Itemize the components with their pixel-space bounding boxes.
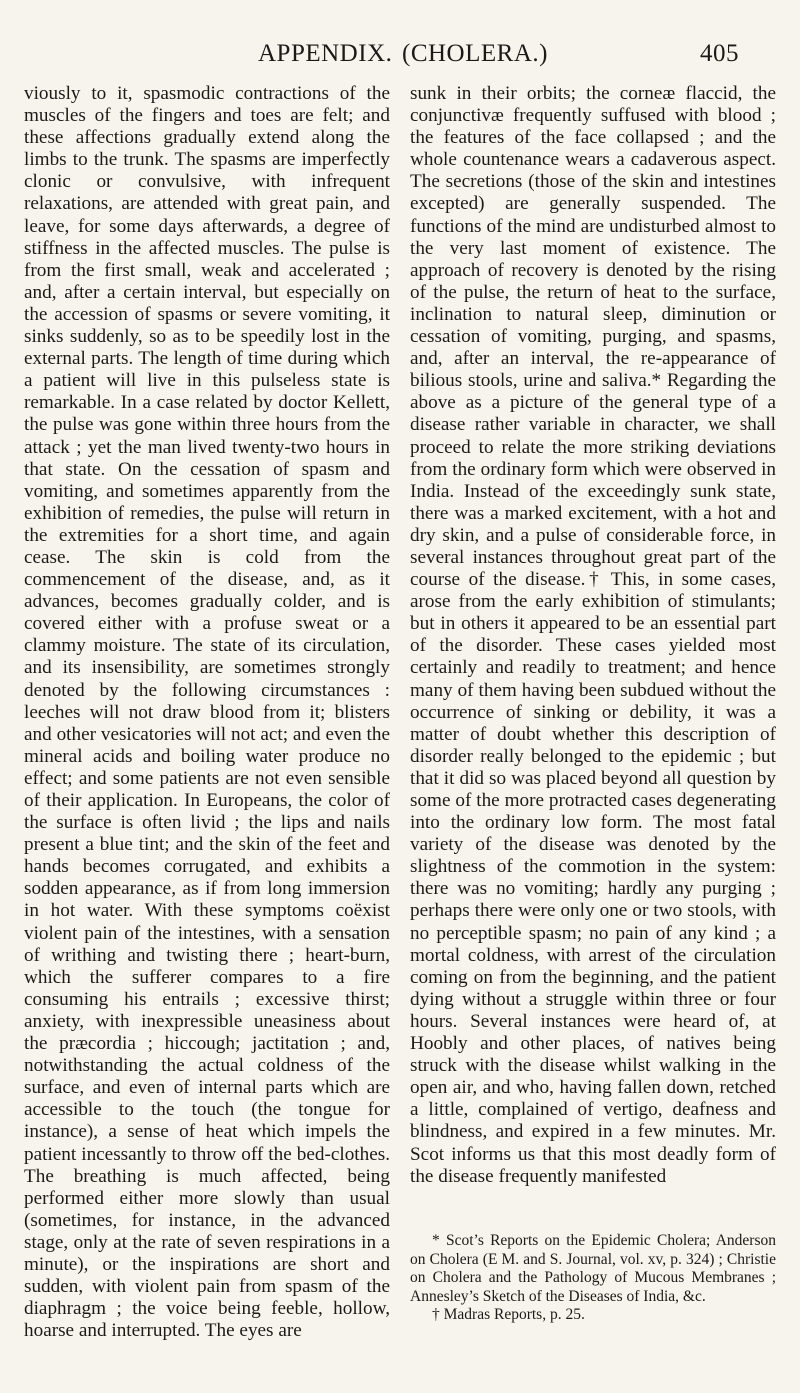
footnote: * Scot’s Reports on the Epidemic Cholera; Anderson on Cholera (E M. and S. Journal, vol. xv, p. 324) ; Christie on Cholera and the Pathology of Mucous Membranes ; Annesley’s Sketch of the Diseases of India, &c. — [410, 1232, 776, 1305]
page-number: 405 — [700, 40, 739, 67]
footnote: † Madras Reports, p. 25. — [432, 1306, 585, 1323]
left-column — [24, 83, 390, 1342]
header-title: APPENDIX. — [258, 40, 393, 67]
running-header — [0, 40, 800, 80]
left-column-text: viously to it, spasmodic contractions of the muscles of the fingers and toes are felt; and these affections gradually extend along the limbs to the trunk. The spasms are imperfectly clonic or convulsive, with infrequent relaxations, are attended with great pain, and leave, for some days afterwards, a degree of stiffness in the affected muscles. The pulse is from the first small, weak and accelerated ; and, after a certain interval, but especially on the accession of spasms or severe vomiting, it sinks suddenly, so as to be speedily lost in the external parts. The length of time during which a patient will live in this pulseless state is remarkable. In a case related by doctor Kellett, the pulse was gone within three hours from the attack ; yet the man lived twenty-two hours in that state. On the cessation of spasm and vomiting, and sometimes apparently from the exhibition of remedies, the pulse will return in the extremities for a short time, and again cease. The skin is cold from the commencement of the disease, and, as it advances, becomes gradually colder, and is covered either with a profuse sweat or a clammy moisture. The state of its circulation, and its insensibility, are sometimes strongly denoted by the following circumstances : leeches will not draw blood from it; blisters and other vesicatories will not act; and even the mineral acids and boiling water produce no effect; and some patients are not even sensible of their application. In Europeans, the color of the surface is often livid ; the lips and nails present a blue tint; and the skin of the feet and hands becomes corrugated, and exhibits a sodden appearance, as if from long immersion in hot water. With these symptoms coëxist violent pain of the intestines, with a sensation of writhing and twisting there ; heart-burn, which the sufferer compares to a fire consuming his entrails ; excessive thirst; anxiety, with inexpressible uneasiness about the præcordia ; hiccough; jactitation ; and, notwithstanding the actual coldness of the surface, and even of internal parts which are accessible to the touch (the tongue for instance), a sense of heat which impels the patient incessantly to throw off the bed-clothes. The breathing is much affected, being performed either more slowly than usual (sometimes, for instance, in the advanced stage, only at the rate of seven respirations in a minute), or the inspirations are short and sudden, with violent pain from spasm of the diaphragm ; the voice being feeble, hollow, hoarse and interrupted. The eyes are — [24, 83, 390, 1342]
footnotes — [410, 1232, 776, 1325]
right-column — [410, 83, 776, 1188]
right-column-text: sunk in their orbits; the corneæ flaccid, the conjunctivæ frequently suffused with blood ; the features of the face collapsed ; and the whole countenance wears a cadaverous aspect. The secretions (those of the skin and intestines excepted) are generally suspended. The functions of the mind are undisturbed almost to the very last moment of existence. The approach of recovery is denoted by the rising of the pulse, the return of heat to the surface, inclination to natural sleep, diminution or cessation of vomiting, purging, and spasms, and, after an interval, the re-appearance of bilious stools, urine and saliva.* Regarding the above as a picture of the general type of a disease rather variable in character, we shall proceed to relate the more striking deviations from the ordinary form which were observed in India. Instead of the exceedingly sunk state, there was a marked excitement, with a hot and dry skin, and a pulse of considerable force, in several instances throughout great part of the course of the disease.† This, in some cases, arose from the early exhibition of stimulants; but in others it appeared to be an essential part of the disorder. These cases yielded most certainly and readily to treatment; and hence many of them having been subdued without the occurrence of sinking or debility, it was a matter of doubt whether this description of disorder really belonged to the epidemic ; but that it did so was placed beyond all question by some of the more protracted cases degenerating into the ordinary low form. The most fatal variety of the disease was denoted by the slightness of the commotion in the system: there was no vomiting; hardly any purging ; perhaps there were only one or two stools, with no perceptible spasm; no pain of any kind ; a mortal coldness, with arrest of the circulation coming on from the beginning, and the patient dying without a struggle within three or four hours. Several instances were heard of, at Hoobly and other places, of natives being struck with the disease whilst walking in the open air, and who, having fallen down, retched a little, complained of vertigo, deafness and blindness, and expired in a few minutes. Mr. Scot informs us that this most deadly form of the disease frequently manifested — [410, 83, 776, 1187]
header-subtitle: (CHOLERA.) — [402, 40, 548, 67]
